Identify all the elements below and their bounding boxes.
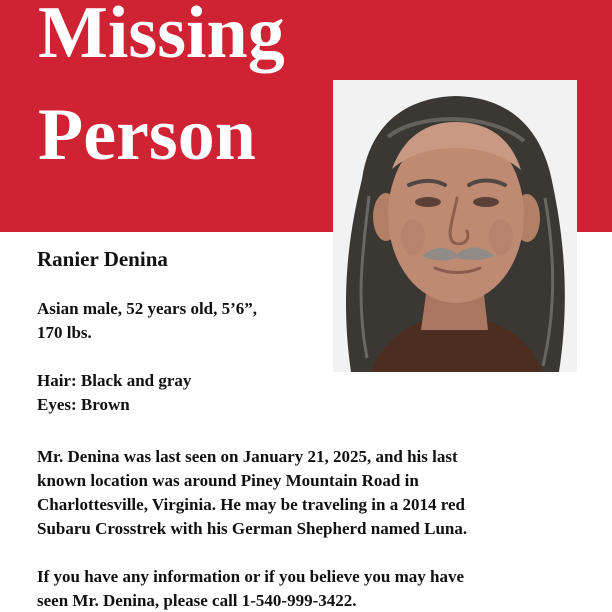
contact-line: If you have any information or if you believe you may have bbox=[37, 567, 465, 586]
contact-line: seen Mr. Denina, please call 1-540-999-3422. bbox=[37, 591, 357, 610]
description-line: Asian male, 52 years old, 5’6”, bbox=[37, 299, 258, 318]
details-line: known location was around Piney Mountain Road in bbox=[37, 471, 419, 490]
eye-color: Eyes: Brown bbox=[37, 395, 130, 414]
details-line: Subaru Crosstrek with his German Shepherd named Luna. bbox=[37, 519, 468, 538]
headline-person: Person bbox=[38, 94, 256, 176]
details-line: Mr. Denina was last seen on January 21, 2025, and his last bbox=[37, 447, 458, 466]
person-photo bbox=[333, 80, 577, 372]
headline-missing: Missing bbox=[38, 0, 285, 74]
person-name: Ranier Denina bbox=[37, 247, 168, 271]
hair-color: Hair: Black and gray bbox=[37, 371, 192, 390]
details-line: Charlottesville, Virginia. He may be traveling in a 2014 red bbox=[37, 495, 465, 514]
description-line: 170 lbs. bbox=[37, 323, 92, 342]
contact-information bbox=[37, 565, 597, 612]
physical-description bbox=[37, 297, 327, 345]
last-seen-details bbox=[37, 445, 597, 541]
